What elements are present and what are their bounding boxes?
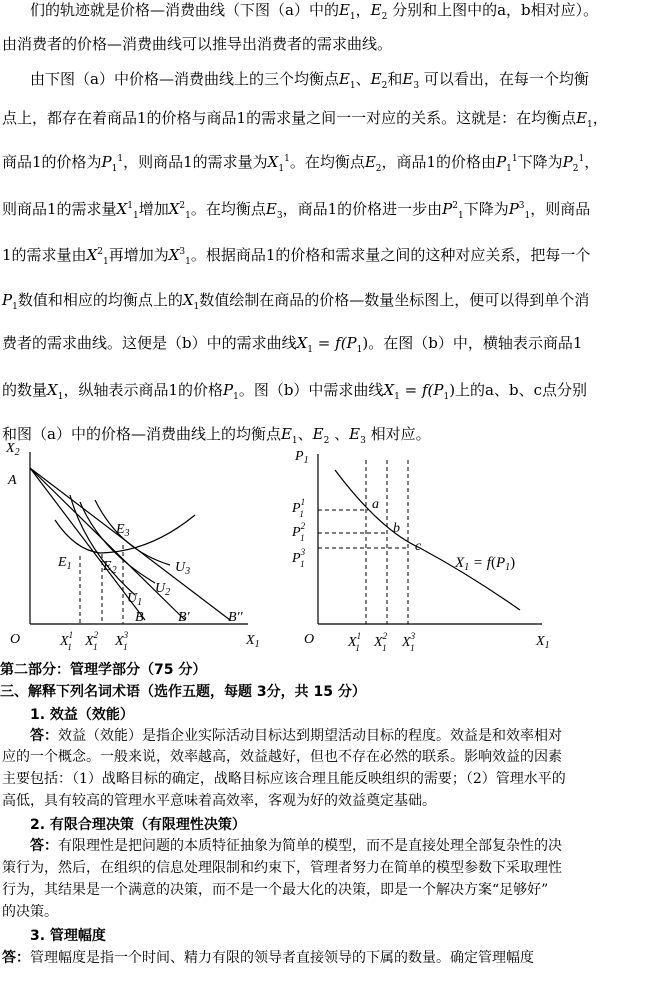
label-p1-1: $P^1$ 1: [292, 497, 305, 519]
q1-line-4: 高低，具有较高的管理水平意味着高效率，客观为好的效益奠定基础。: [2, 793, 436, 809]
tick-x1-1: $X^1$ 1: [348, 631, 361, 653]
tick-x1-1: $X^1$ 1: [60, 630, 73, 652]
label-x1-axis: $X_1$: [246, 633, 260, 650]
label-point-b: b: [393, 521, 400, 536]
text-line-5: 商品1的价格为$P_1^1$，则商品1的需求量为$X_1^1$。在均衡点$E_2$，商品1的价格由$P_1^1$下降为$P_2^1$，: [2, 153, 600, 174]
q1-line-2: 应的一个概念。一般来说，效率越高，效益越好，但也不存在必然的联系。影响效益的因素: [2, 749, 562, 765]
label-point-c: c: [415, 539, 422, 554]
q2-line-2: 策行为，然后，在组织的信息处理限制和约束下，管理者努力在简单的模型参数下采取理性: [2, 860, 562, 876]
label-e1: $E_1$: [58, 555, 72, 572]
label-x1-axis: $X_1$: [536, 634, 550, 651]
section-three-title: 三、解释下列名词术语（选作五题，每题 3分，共 15 分）: [0, 684, 366, 700]
tick-x1-2: $X^2$ 1: [374, 631, 388, 653]
figure-a-price-consumption: [0, 440, 300, 665]
label-origin: O: [304, 632, 315, 647]
label-b-prime: B': [178, 610, 190, 625]
text-line-9: 费者的需求曲线。这便是（b）中的需求曲线$X_1 = f(P_1)$。在图（b）中，横轴表示商品1: [2, 334, 583, 355]
label-e3: $E_3$: [116, 522, 130, 539]
tick-x1-3: $X^3$ 1: [115, 630, 129, 652]
label-e2: $E_2$: [103, 559, 117, 576]
text-line-2: 由消费者的价格—消费曲线可以推导出消费者的需求曲线。: [2, 35, 393, 53]
q2-line-3: 行为，其结果是一个满意的决策，而不是一个最大化的决策，即是一个解决方案“足够好”: [2, 882, 549, 898]
figure-b-demand-curve: [290, 440, 650, 665]
text-line-8: $P_1$数值和相应的均衡点上的$X_1$数值绘制在商品的价格—数量坐标图上，便可以得到单个消: [2, 291, 590, 312]
q3-title: 3. 管理幅度: [30, 928, 106, 944]
label-p1-axis: $P_1$: [295, 449, 309, 466]
text-line-7: 1的需求量由$X^2_1$再增加为$X^3_1$。根据商品1的价格和需求量之间的这种对应关系，把每一个: [2, 246, 591, 267]
label-p1-3: $P^3$ 1: [292, 547, 306, 569]
label-origin: O: [10, 632, 21, 647]
label-x2: $X_2$: [6, 441, 20, 458]
tick-x1-3: $X^3$ 1: [402, 631, 416, 653]
text-line-3: 由下图（a）中价格—消费曲线上的三个均衡点$E_1$、$E_2$和$E_3$ 可以看出，在每一个均衡: [30, 70, 589, 91]
part-two-title: 第二部分：管理学部分（75 分）: [0, 662, 207, 678]
q3-line-1: 答：管理幅度是指一个时间、精力有限的领导者直接领导的下属的数量。确定管理幅度: [2, 950, 534, 966]
text-line-4: 点上，都存在着商品1的价格与商品1的需求量之间一一对应的关系。这就是：在均衡点$E_1$，: [2, 109, 608, 130]
q2-title: 2. 有限合理决策（有限理性决策）: [30, 817, 246, 833]
text-line-11: 和图（a）中的价格—消费曲线上的均衡点$E_1$、$E_2$ 、$E_3$ 相对应。: [2, 425, 431, 446]
q2-line-1: 答：有限理性是把问题的本质特征抽象为简单的模型，而不是直接处理全部复杂性的决: [30, 838, 562, 854]
label-a: A: [8, 473, 17, 488]
text-line-1: 们的轨迹就是价格—消费曲线（下图（a）中的$E_1$，$E_2$ 分别和上图中的a，b相对应）。: [30, 1, 599, 22]
label-u2: $U_2$: [155, 581, 171, 598]
indifference-curve-u3: [95, 500, 170, 565]
text-line-6: 则商品1的需求量$X^1_1$增加$X^2_1$。在均衡点$E_3$，商品1的价格进一步由$P^2_1$下降为$P^3_1$，则商品: [2, 200, 591, 221]
q1-line-3: 主要包括：（1）战略目标的确定，战略目标应该合理且能反映组织的需要；（2）管理水平的: [2, 771, 566, 787]
tick-x1-2: $X^2$ 1: [85, 630, 99, 652]
q2-line-4: 的决策。: [2, 904, 58, 920]
text-line-10: 的数量$X_1$，纵轴表示商品1的价格$P_1$。图（b）中需求曲线$X_1 = f(P_1)$上的a、b、c点分别: [2, 381, 587, 402]
demand-curve: [335, 470, 520, 610]
label-u3: $U_3$: [175, 560, 191, 577]
label-b-double-prime: B'': [228, 610, 243, 625]
label-p1-2: $P^2$ 1: [292, 521, 306, 543]
demand-curve-label: $X_1 = f(P_1)$: [455, 555, 516, 573]
label-b: B: [135, 610, 144, 625]
label-u1: $U_1$: [127, 591, 143, 608]
label-point-a: a: [372, 497, 379, 512]
q1-title: 1. 效益（效能）: [30, 707, 134, 723]
q1-line-1: 答：效益（效能）是指企业实际活动目标达到期望活动目标的程度。效益是和效率相对: [30, 728, 562, 744]
